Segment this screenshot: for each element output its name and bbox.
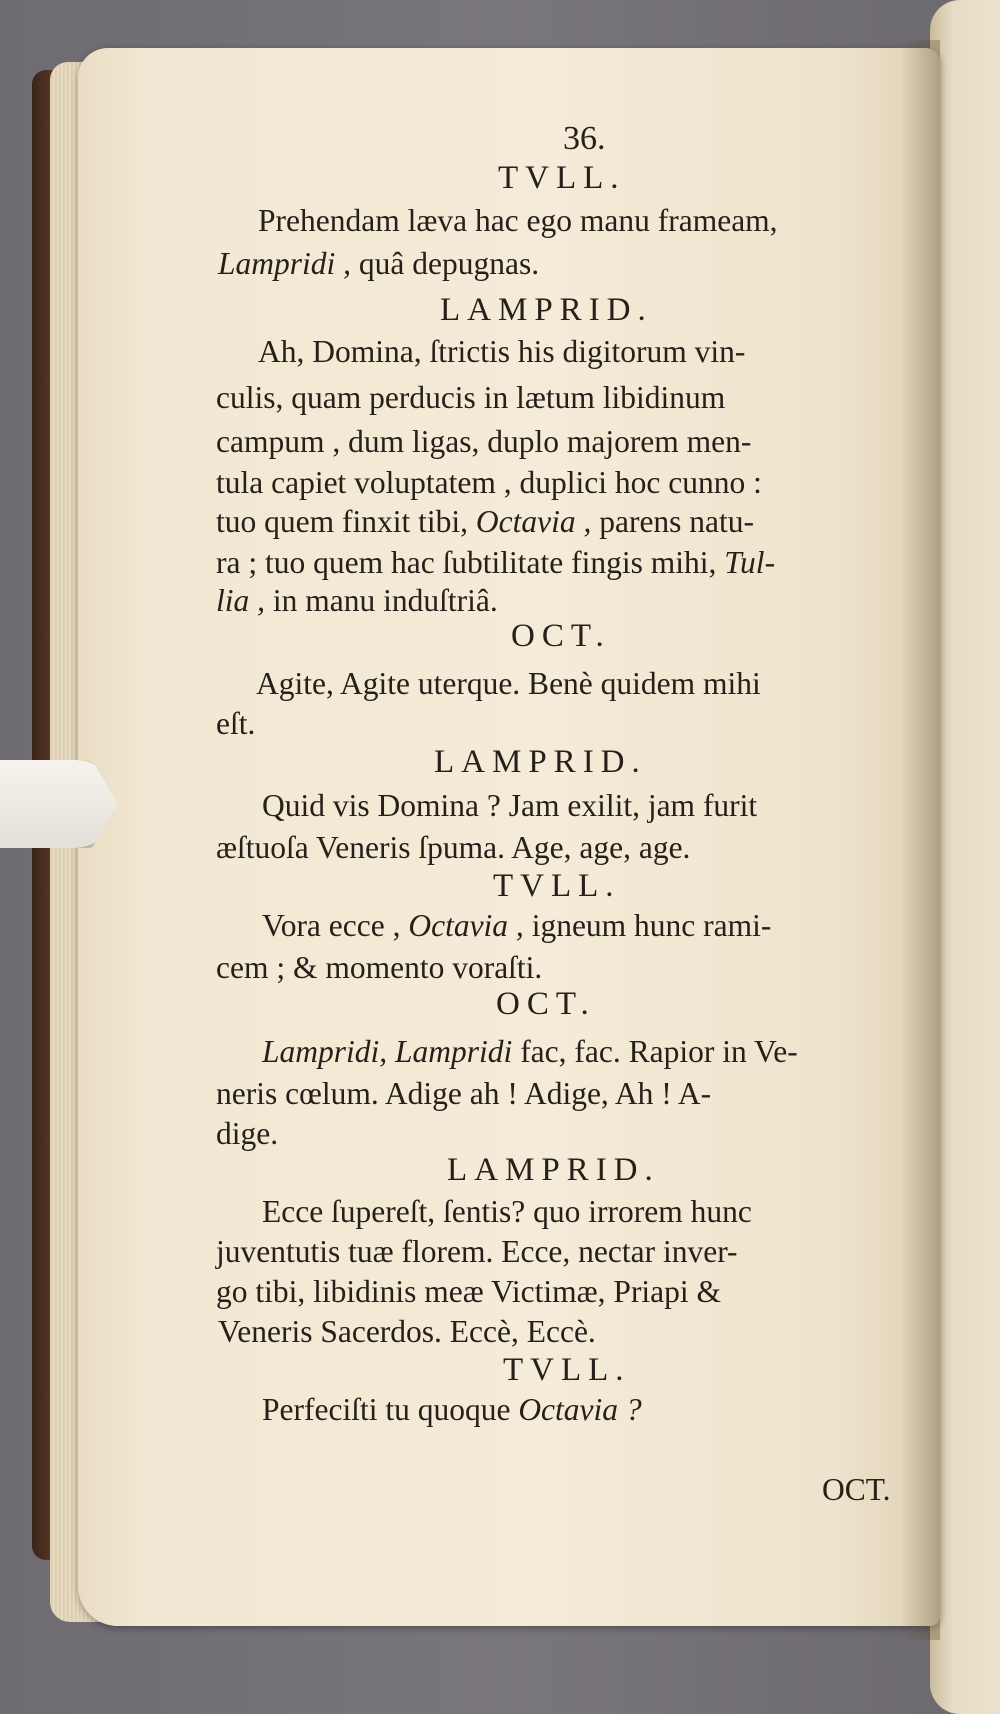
text-span: in manu induſtriâ.: [272, 583, 498, 618]
text-line: juventutis tuæ florem. Ecce, nectar inver-: [216, 1234, 738, 1269]
text-line: campum , dum ligas, duplo majorem men-: [216, 424, 752, 459]
text-line: [216, 547, 775, 579]
speaker-heading: LAMPRID.: [434, 744, 647, 780]
text-span: fac, fac. Rapior in Ve-: [520, 1034, 798, 1069]
text-line: eſt.: [216, 706, 256, 741]
text-line: Prehendam læva hac ego manu frameam,: [258, 203, 778, 238]
text-line: [216, 506, 754, 538]
name-italic: Lampridi ,: [218, 246, 352, 281]
name-italic: lia ,: [216, 583, 266, 618]
speaker-heading: TVLL.: [498, 160, 626, 196]
text-line: Ah, Domina, ſtrictis his digitorum vin-: [258, 334, 746, 369]
text-line: [216, 585, 498, 617]
name-italic: Tul-: [724, 545, 776, 580]
speaker-heading: LAMPRID.: [440, 292, 653, 328]
text-line: Agite, Agite uterque. Benè quidem mihi: [256, 666, 761, 701]
text-span: parens natu-: [599, 504, 755, 539]
text-line: dige.: [216, 1116, 279, 1151]
text-line: [262, 910, 771, 942]
name-italic: Octavia ,: [475, 504, 592, 539]
text-span: Perfeciſti tu quoque: [262, 1392, 511, 1427]
text-line: [262, 1394, 642, 1426]
name-italic: Lampridi, Lampridi: [262, 1034, 513, 1069]
name-italic: Octavia ,: [408, 908, 524, 943]
text-span: igneum hunc rami-: [531, 908, 772, 943]
text-span: Vora ecce ,: [262, 908, 401, 943]
text-line: Ecce ſupereſt, ſentis? quo irrorem hunc: [262, 1194, 752, 1229]
text-span: quâ depugnas.: [358, 246, 540, 281]
page-number: 36.: [563, 120, 606, 157]
text-line: culis, quam perducis in lætum libidinum: [216, 380, 726, 415]
text-line: [262, 1036, 798, 1068]
speaker-heading: LAMPRID.: [447, 1152, 660, 1188]
text-line: Quid vis Domina ? Jam exilit, jam furit: [262, 788, 758, 823]
name-italic: Octavia ?: [518, 1392, 642, 1427]
text-line: neris cœlum. Adige ah ! Adige, Ah ! A-: [216, 1076, 712, 1111]
speaker-heading: OCT.: [511, 618, 611, 654]
text-line: cem ; & momento voraſti.: [216, 950, 543, 985]
speaker-heading: TVLL.: [503, 1352, 631, 1388]
speaker-heading: TVLL.: [493, 868, 621, 904]
text-line: tula capiet voluptatem , duplici hoc cunno :: [216, 465, 762, 500]
text-span: ra ; tuo quem hac ſubtilitate fingis mihi,: [216, 545, 717, 580]
text-line: go tibi, libidinis meæ Victimæ, Priapi &: [216, 1274, 722, 1309]
text-line: æſtuoſa Veneris ſpuma. Age, age, age.: [216, 830, 691, 865]
catchword: OCT.: [822, 1472, 891, 1507]
text-line: Veneris Sacerdos. Eccè, Eccè.: [218, 1314, 596, 1349]
speaker-heading: OCT.: [496, 986, 596, 1022]
text-span: tuo quem finxit tibi,: [216, 504, 468, 539]
text-line: [218, 248, 539, 280]
